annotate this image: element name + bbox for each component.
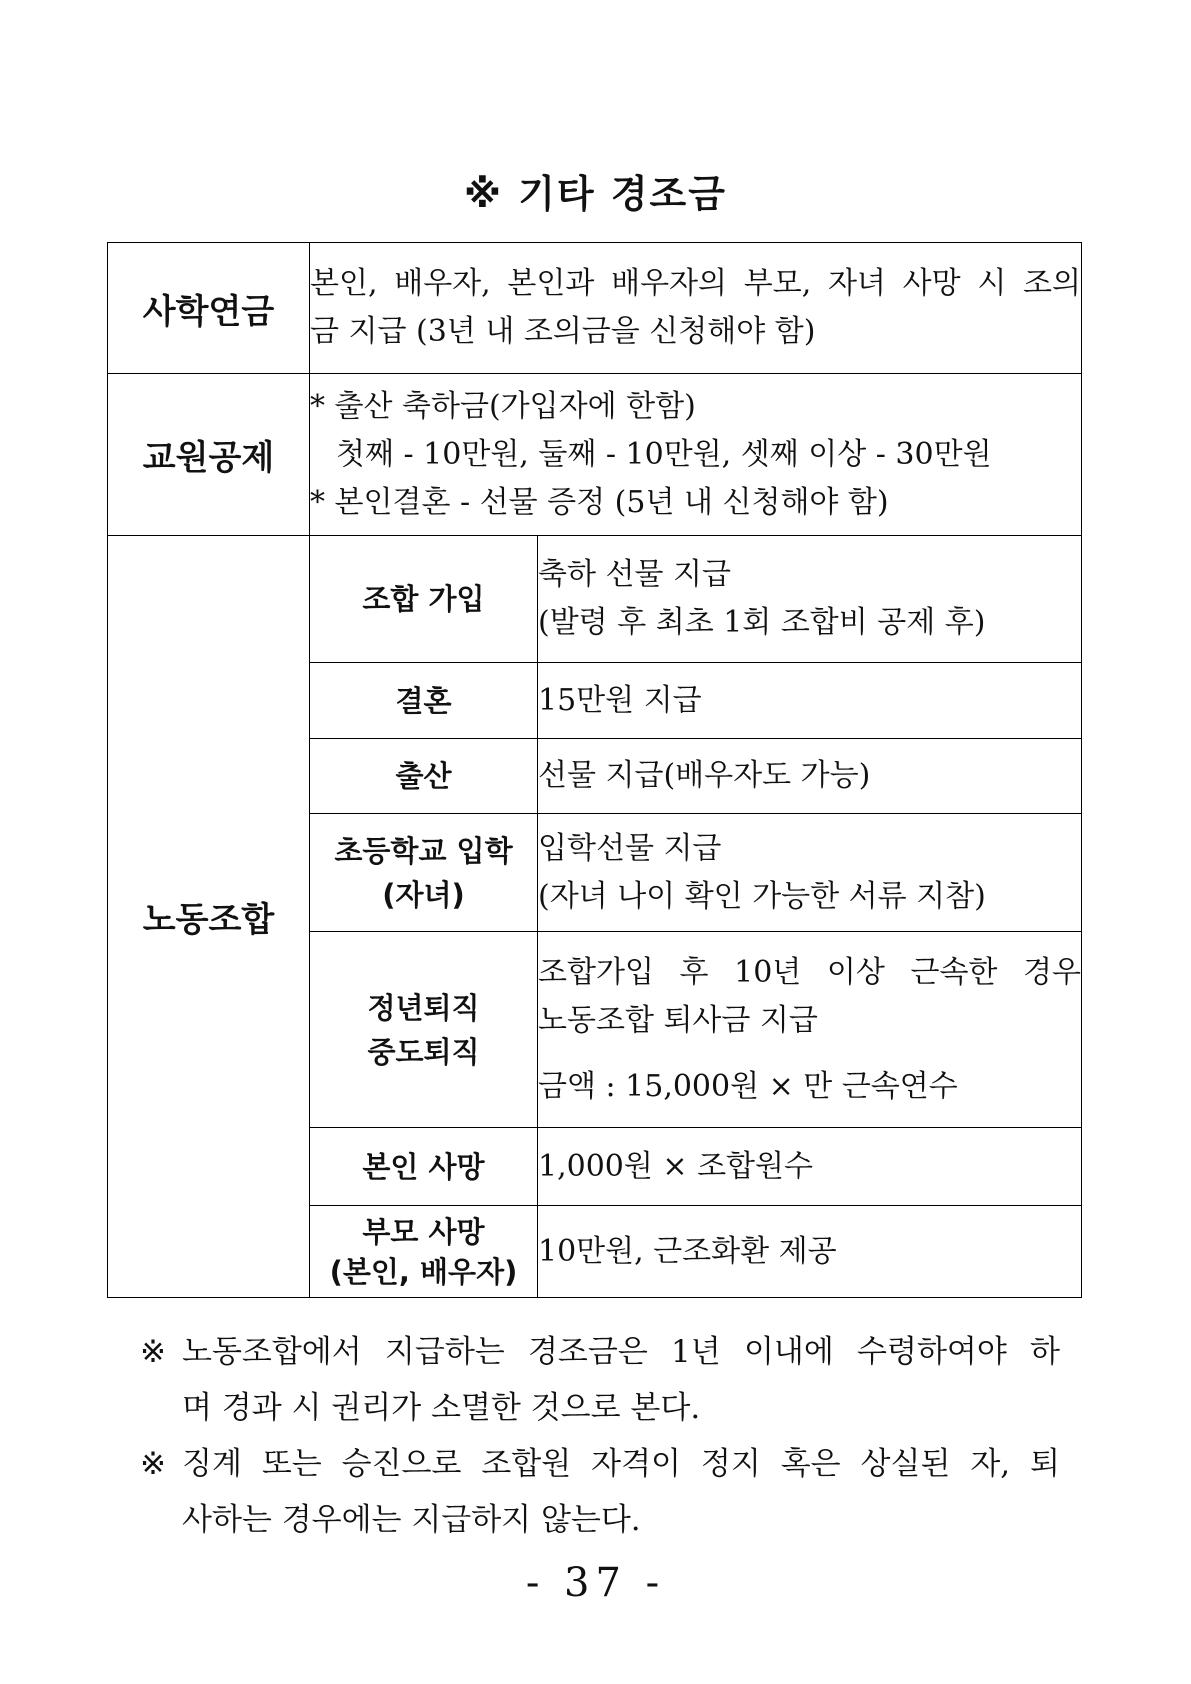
description-line: 축하 선물 지급 <box>538 557 731 592</box>
subcategory-cell <box>310 814 538 932</box>
subcategory-label: 초등학교 입학 <box>334 833 513 868</box>
subcategory-cell <box>310 932 538 1128</box>
description-line: 금 지급 (3년 내 조의금을 신청해야 함) <box>310 314 816 349</box>
category-cell: 교원공제 <box>108 374 310 536</box>
subcategory-cell <box>310 739 538 814</box>
page-number: - 37 - <box>525 1560 666 1606</box>
allowance-table <box>107 242 1082 1298</box>
subcategory-label: 부모 사망 <box>362 1214 485 1249</box>
subcategory-cell <box>310 1206 538 1298</box>
table-row <box>108 243 1082 374</box>
description-cell <box>310 243 1082 374</box>
subcategory-cell <box>310 1128 538 1206</box>
footnote-line: 며 경과 시 권리가 소멸한 것으로 본다. <box>182 1390 701 1426</box>
table-row <box>108 374 1082 536</box>
description-cell <box>310 374 1082 536</box>
description-line: 선물 지급(배우자도 가능) <box>538 758 871 793</box>
description-line: * 출산 축하금(가입자에 한함) <box>310 388 696 424</box>
page-title: ※ 기타 경조금 <box>464 172 727 216</box>
description-cell <box>538 932 1082 1128</box>
subcategory-label: 결혼 <box>395 683 452 718</box>
description-line: 입학선물 지급 <box>538 830 722 866</box>
footnote <box>140 1324 1060 1436</box>
description-line: 조합가입 후 10년 이상 근속한 경우 <box>538 954 1081 990</box>
subcategory-cell <box>310 663 538 739</box>
footnote-line: 노동조합에서 지급하는 경조금은 1년 이내에 수령하여야 하 <box>182 1334 1060 1370</box>
footnote <box>140 1436 1060 1548</box>
subcategory-cell <box>310 536 538 663</box>
category-cell: 사학연금 <box>108 243 310 374</box>
category-cell: 노동조합 <box>108 536 310 1298</box>
description-line: 본인, 배우자, 본인과 배우자의 부모, 자녀 사망 시 조의 <box>310 266 1081 301</box>
subcategory-label: 중도퇴직 <box>367 1034 480 1069</box>
description-cell <box>538 663 1082 739</box>
description-line: 15만원 지급 <box>538 682 702 718</box>
description-cell <box>538 814 1082 932</box>
subcategory-label: (자녀) <box>382 877 465 912</box>
description-cell <box>538 739 1082 814</box>
footnotes <box>140 1324 1060 1548</box>
description-line: (발령 후 최초 1회 조합비 공제 후) <box>538 605 986 640</box>
description-cell <box>538 536 1082 663</box>
subcategory-label: (본인, 배우자) <box>329 1254 518 1289</box>
reference-mark: ※ <box>140 1334 166 1370</box>
table-row <box>108 536 1082 663</box>
footnote-line: 사하는 경우에는 지급하지 않는다. <box>182 1502 641 1538</box>
description-line: 첫째 - 10만원, 둘째 - 10만원, 셋째 이상 - 30만원 <box>336 436 992 472</box>
description-line: (자녀 나이 확인 가능한 서류 지참) <box>538 878 986 914</box>
subcategory-label: 본인 사망 <box>362 1149 485 1184</box>
description-cell <box>538 1206 1082 1298</box>
description-line: 10만원, 근조화환 제공 <box>538 1233 837 1269</box>
reference-mark: ※ <box>140 1446 166 1482</box>
description-line: 1,000원 × 조합원수 <box>538 1148 813 1184</box>
description-cell <box>538 1128 1082 1206</box>
subcategory-label: 출산 <box>395 759 452 793</box>
spacer <box>538 1045 1081 1063</box>
subcategory-label: 정년퇴직 <box>367 990 480 1025</box>
description-line: 금액 : 15,000원 × 만 근속연수 <box>538 1068 958 1104</box>
footnote-line: 징계 또는 승진으로 조합원 자격이 정지 혹은 상실된 자, 퇴 <box>182 1446 1060 1482</box>
subcategory-label: 조합 가입 <box>362 582 485 616</box>
description-line: * 본인결혼 - 선물 증정 (5년 내 신청해야 함) <box>310 484 889 520</box>
description-line: 노동조합 퇴사금 지급 <box>538 1002 818 1038</box>
